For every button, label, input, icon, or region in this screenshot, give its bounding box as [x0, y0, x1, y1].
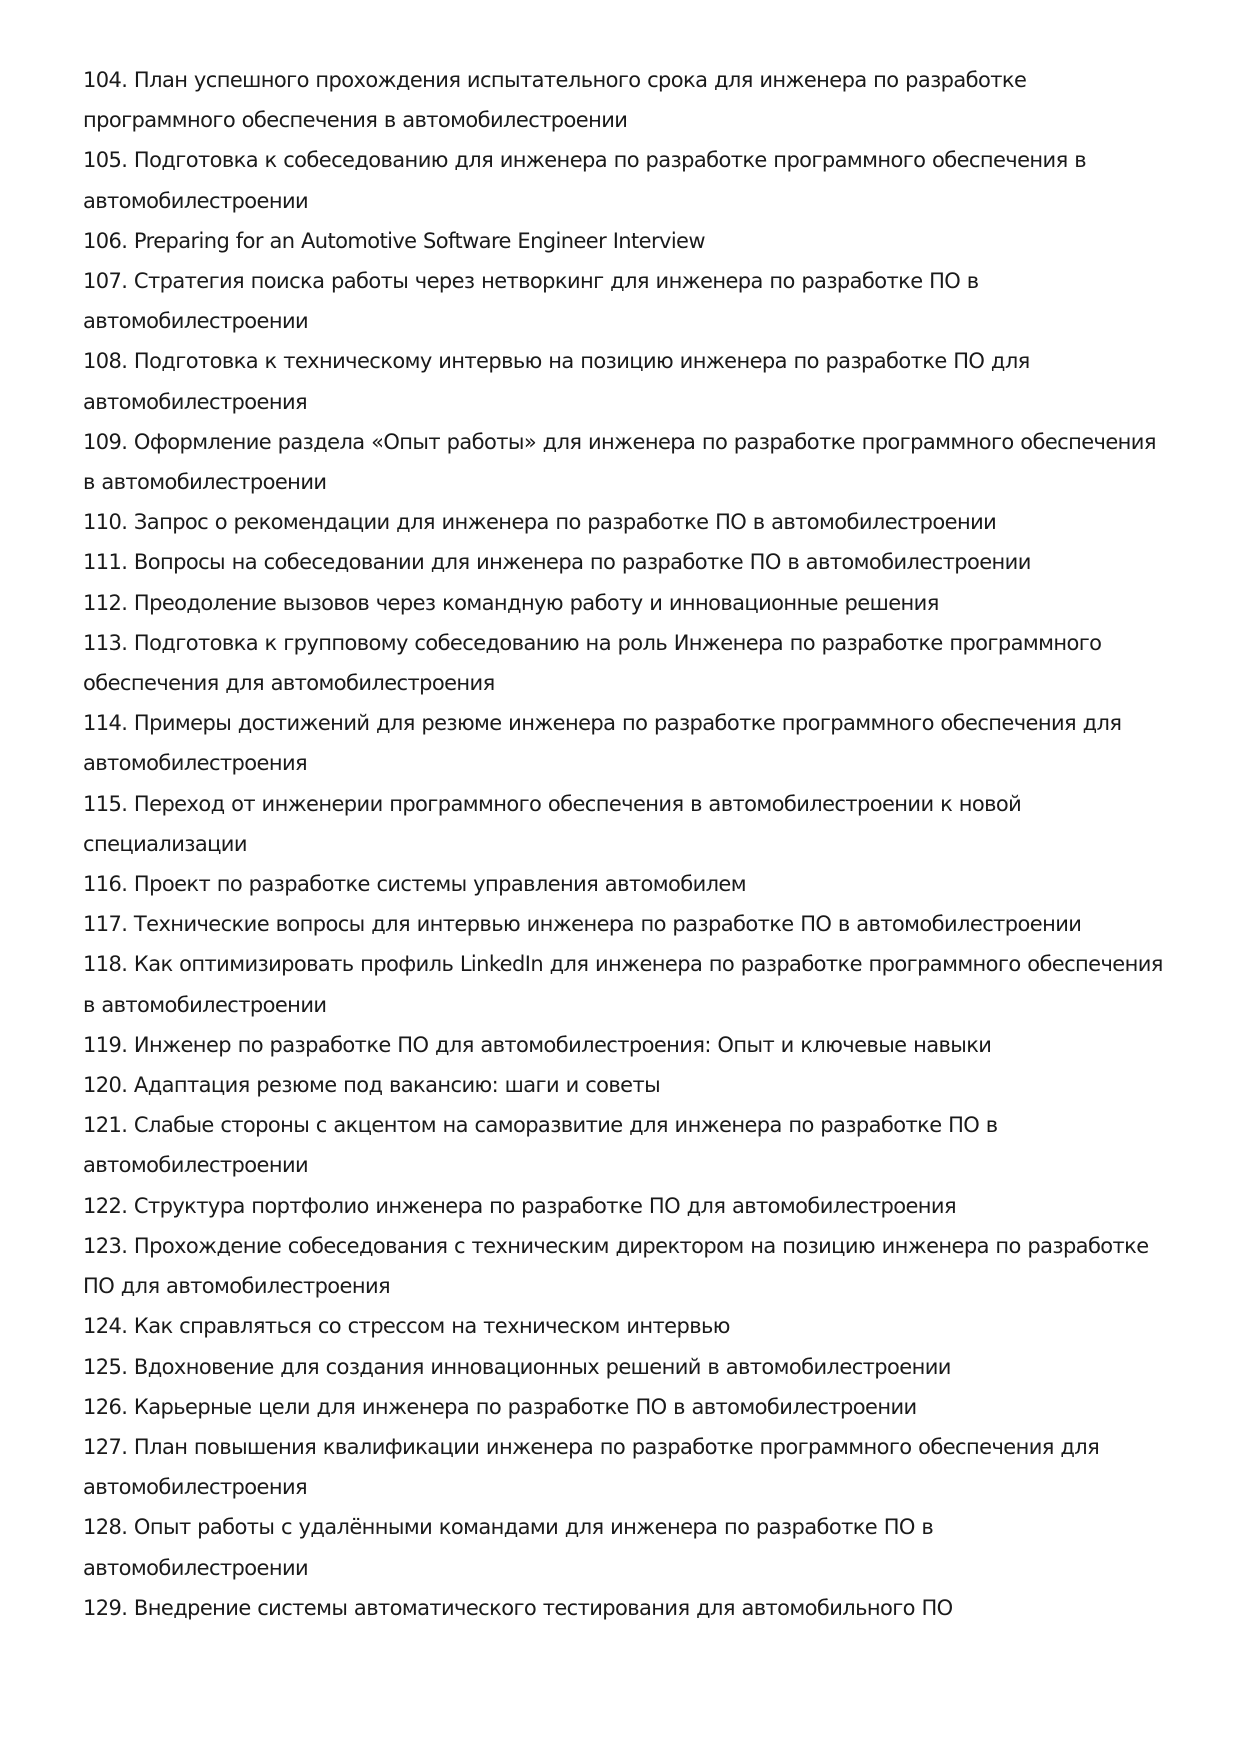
list-item: 113. Подготовка к групповому собеседованию на роль Инженера по разработке программного обеспечения для автомобилестроения [83, 630, 1102, 696]
list-item: 108. Подготовка к техническому интервью на позицию инженера по разработке ПО для автомобилестроения [83, 349, 1030, 414]
list-item: 111. Вопросы на собеседовании для инженера по разработке ПО в автомобилестроении [83, 550, 1031, 575]
list-item: 109. Оформление раздела «Опыт работы» для инженера по разработке программного обеспечения в автомобилестроении [83, 429, 1156, 495]
list-item: 104. План успешного прохождения испытательного срока для инженера по разработке программного обеспечения в автомобилестроении [83, 68, 1027, 133]
list-item: 110. Запрос о рекомендации для инженера по разработке ПО в автомобилестроении [83, 510, 997, 535]
list-item: 106. Preparing for an Automotive Software Engineer Interview [83, 228, 705, 253]
list-item: 125. Вдохновение для создания инновационных решений в автомобилестроении [83, 1354, 951, 1379]
list-item: 127. План повышения квалификации инженера по разработке программного обеспечения для автомобилестроения [83, 1434, 1100, 1500]
list-item: 112. Преодоление вызовов через командную работу и инновационные решения [83, 590, 939, 615]
topic-list [83, 60, 1163, 1628]
list-item: 120. Адаптация резюме под вакансию: шаги и советы [83, 1073, 661, 1098]
list-item: 124. Как справляться со стрессом на техническом интервью [83, 1314, 730, 1339]
list-item: 126. Карьерные цели для инженера по разработке ПО в автомобилестроении [83, 1394, 917, 1419]
list-item: 123. Прохождение собеседования с техническим директором на позицию инженера по разработке ПО для автомобилестроения [83, 1233, 1149, 1299]
list-item: 107. Стратегия поиска работы через нетворкинг для инженера по разработке ПО в автомобилестроении [83, 269, 979, 334]
list-item: 119. Инженер по разработке ПО для автомобилестроения: Опыт и ключевые навыки [83, 1032, 992, 1057]
list-item: 122. Структура портфолио инженера по разработке ПО для автомобилестроения [83, 1193, 957, 1218]
list-item: 116. Проект по разработке системы управления автомобилем [83, 872, 746, 897]
list-item: 105. Подготовка к собеседованию для инженера по разработке программного обеспечения в автомобилестроении [83, 148, 1086, 213]
list-item: 118. Как оптимизировать профиль LinkedIn для инженера по разработке программного обеспечения в автомобилестроении [83, 952, 1163, 1017]
list-item: 128. Опыт работы с удалёнными командами для инженера по разработке ПО в автомобилестроении [83, 1515, 934, 1580]
list-item: 129. Внедрение системы автоматического тестирования для автомобильного ПО [83, 1595, 953, 1620]
list-item: 121. Слабые стороны с акцентом на саморазвитие для инженера по разработке ПО в автомобилестроении [83, 1113, 998, 1178]
list-item: 115. Переход от инженерии программного обеспечения в автомобилестроении к новой специализации [83, 791, 1022, 856]
list-item: 117. Технические вопросы для интервью инженера по разработке ПО в автомобилестроении [83, 912, 1082, 937]
list-item: 114. Примеры достижений для резюме инженера по разработке программного обеспечения для автомобилестроения [83, 711, 1122, 776]
